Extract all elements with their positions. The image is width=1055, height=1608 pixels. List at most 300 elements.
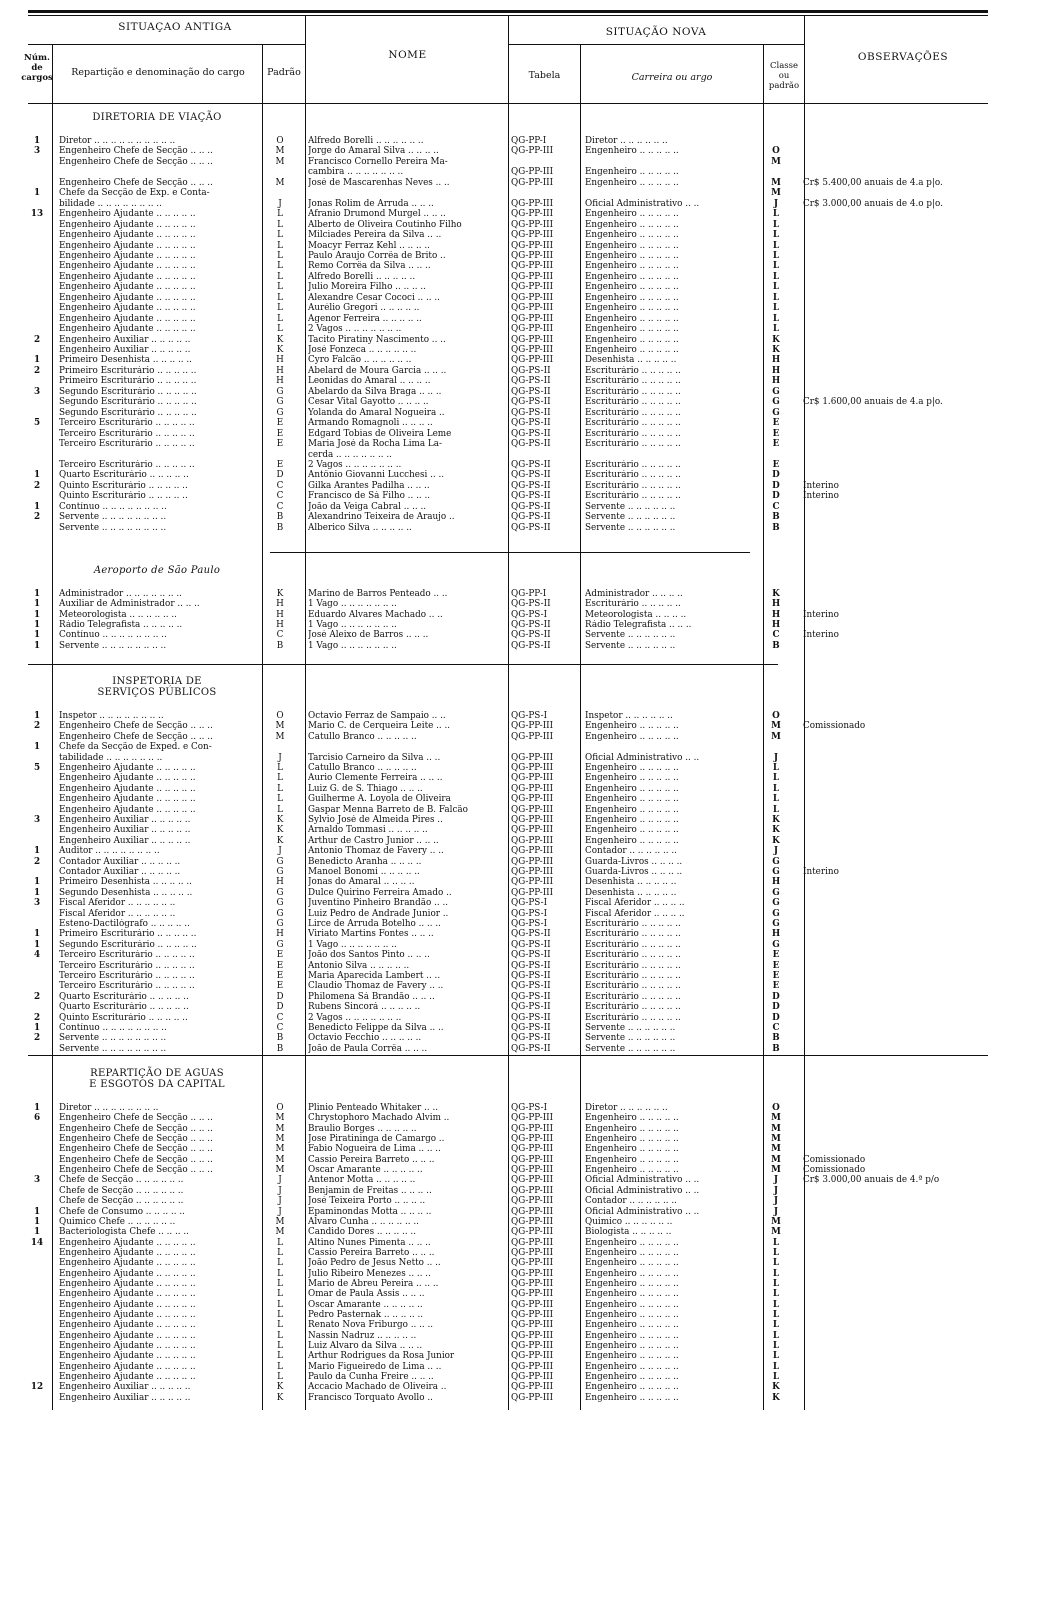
cell-tab: QG-PP-III	[511, 230, 554, 241]
cell-car: Servente .. .. .. .. .. ..	[585, 522, 676, 533]
cell-cls: M	[771, 1134, 781, 1145]
cell-tab: QG-PP-III	[511, 887, 554, 898]
cell-rep: Chefe de Secção .. .. .. .. .. ..	[59, 1175, 184, 1186]
cell-nome: Dulce Quirino Ferreira Amado ..	[308, 887, 452, 898]
cell-nome: Arthur de Castro Junior .. .. ..	[308, 835, 439, 846]
cell-car: Escriturário .. .. .. .. ..	[585, 418, 681, 429]
cell-pad: L	[277, 1299, 283, 1310]
cell-cls: D	[772, 1002, 780, 1013]
cell-pad: L	[277, 313, 283, 324]
table-row	[0, 1269, 1055, 1280]
cell-car: Engenheiro .. .. .. .. ..	[585, 209, 679, 220]
cell-rep: Engenheiro Auxiliar .. .. .. .. ..	[59, 345, 191, 355]
cell-car: Engenheiro .. .. .. .. ..	[585, 1144, 679, 1155]
cell-pad: L	[277, 324, 283, 335]
cell-num: 1	[33, 640, 41, 651]
cell-nome: cerda .. .. .. .. .. .. ..	[308, 449, 392, 460]
cell-car: Escriturário .. .. .. .. ..	[585, 981, 681, 992]
cell-cls: C	[772, 1023, 780, 1033]
cell-cls: M	[771, 1154, 781, 1165]
cell-nome: cambira .. .. .. .. .. .. ..	[308, 167, 404, 178]
cell-pad: L	[277, 1237, 283, 1248]
cell-pad: O	[276, 1103, 284, 1113]
cell-tab: QG-PS-II	[511, 619, 551, 630]
cell-tab: QG-PP-III	[511, 867, 554, 877]
cell-tab: QG-PP-III	[511, 773, 554, 784]
cell-car: Engenheiro .. .. .. .. ..	[585, 1113, 679, 1124]
cell-car: Engenheiro .. .. .. .. ..	[585, 721, 679, 732]
cell-num: 5	[33, 763, 41, 773]
cell-pad: J	[278, 846, 282, 857]
cell-car: Escriturário .. .. .. .. ..	[585, 459, 681, 470]
cell-rep: Engenheiro Chefe de Secção .. .. ..	[59, 1123, 213, 1134]
cell-pad: G	[276, 867, 284, 877]
table-row	[0, 1393, 1055, 1404]
cell-pad: G	[276, 386, 284, 397]
cell-car: Servente .. .. .. .. .. ..	[585, 640, 676, 651]
table-row	[0, 397, 1055, 408]
cell-cls: H	[771, 619, 781, 630]
cell-num: 1	[33, 887, 41, 898]
table-row	[0, 1248, 1055, 1259]
header-situacao-nova: SITUAÇÃO NOVA	[605, 26, 707, 38]
cell-cls: J	[773, 1175, 779, 1186]
cell-cls: L	[772, 783, 780, 794]
cell-cls: E	[772, 418, 780, 429]
cell-nome: Francisco de Sá Filho .. .. ..	[308, 491, 431, 502]
cell-tab: QG-PS-II	[511, 386, 551, 397]
table-row	[0, 1134, 1055, 1145]
cell-rep: Segundo Escriturário .. .. .. .. ..	[59, 407, 197, 418]
cell-pad: M	[275, 177, 285, 188]
cell-pad: B	[276, 512, 284, 523]
table-row	[0, 355, 1055, 366]
cell-rep: Engenheiro Ajudante .. .. .. .. ..	[59, 783, 196, 794]
cell-rep: Quinto Escriturário .. .. .. .. ..	[59, 491, 188, 502]
cell-car: Escriturário .. .. .. .. ..	[585, 960, 681, 971]
cell-tab: QG-PP-III	[511, 1320, 554, 1331]
cell-nome: Alfredo Borelli .. .. .. .. .. ..	[308, 136, 424, 146]
cell-num: 1	[33, 630, 41, 641]
cell-car: Diretor .. .. .. .. .. ..	[585, 136, 668, 146]
cell-car: Engenheiro .. .. .. .. ..	[585, 219, 679, 230]
cell-car: Escriturário .. .. .. .. ..	[585, 386, 681, 397]
cell-cls: M	[771, 731, 781, 742]
table-row	[0, 241, 1055, 252]
cell-cls: G	[772, 898, 780, 909]
cell-cls: E	[772, 971, 780, 981]
cell-pad: K	[276, 589, 284, 599]
cell-tab: QG-PS-II	[511, 981, 551, 992]
cell-tab: QG-PS-II	[511, 428, 551, 439]
table-row	[0, 1002, 1055, 1013]
cell-nome: Jonas Rolim de Arruda .. .. ..	[308, 198, 434, 209]
cell-tab: QG-PS-I	[511, 609, 548, 620]
table-row	[0, 408, 1055, 419]
cell-pad: L	[277, 773, 283, 784]
cell-tab: QG-PS-II	[511, 501, 551, 512]
cell-num: 1	[33, 599, 41, 610]
cell-rep: Engenheiro Ajudante .. .. .. .. ..	[59, 209, 196, 220]
cell-cls: J	[773, 1196, 779, 1207]
cell-tab: QG-PP-III	[511, 345, 554, 355]
cell-car: Engenheiro .. .. .. .. ..	[585, 1361, 679, 1372]
table-row	[0, 1103, 1055, 1114]
cell-num: 1	[33, 1023, 41, 1033]
cell-nome: Aurélio Gregori .. .. .. .. ..	[308, 303, 420, 314]
table-row	[0, 825, 1055, 836]
cell-pad: E	[276, 981, 284, 992]
cell-rep: Chefe de Secção .. .. .. .. .. ..	[59, 1185, 184, 1196]
table-row	[0, 981, 1055, 992]
cell-car: Engenheiro .. .. .. .. ..	[585, 835, 679, 846]
cell-nome: Braulio Borges .. .. .. .. ..	[308, 1123, 417, 1134]
table-row	[0, 794, 1055, 805]
cell-cls: L	[772, 773, 780, 784]
cell-nome: Abelardo da Silva Braga .. .. ..	[308, 386, 442, 397]
cell-rep: Engenheiro Auxiliar .. .. .. .. ..	[59, 334, 191, 345]
cell-rep: Quimico Chefe .. .. .. .. .. ..	[59, 1216, 176, 1227]
cell-tab: QG-PP-III	[511, 313, 554, 324]
cell-cls: M	[771, 1165, 781, 1176]
cell-nome: Tarcisio Carneiro da Silva .. ..	[308, 752, 441, 763]
cell-pad: M	[275, 1216, 285, 1227]
cell-rep: Engenheiro Chefe de Secção .. .. ..	[59, 156, 213, 167]
cell-cls: G	[772, 908, 780, 919]
table-row	[0, 1227, 1055, 1238]
cell-pad: C	[276, 1023, 284, 1033]
cell-pad: B	[276, 640, 284, 651]
cell-rep: Servente .. .. .. .. .. .. .. ..	[59, 1043, 167, 1054]
cell-rep: Engenheiro Ajudante .. .. .. .. ..	[59, 250, 196, 261]
cell-nome: Alexandrino Teixeira de Araujo ..	[308, 512, 455, 523]
cell-car: Engenheiro .. .. .. .. ..	[585, 1268, 679, 1279]
cell-tab: QG-PS-I	[511, 919, 548, 929]
cell-cls: D	[772, 491, 780, 502]
table-row	[0, 1144, 1055, 1155]
table-row	[0, 418, 1055, 429]
cell-rep: Engenheiro Ajudante .. .. .. .. ..	[59, 1278, 196, 1289]
cell-nome: Viriato Martins Fontes .. .. ..	[308, 929, 434, 940]
cell-car: Biologista .. .. .. .. ..	[585, 1227, 672, 1238]
cell-pad: H	[276, 929, 284, 940]
cell-pad: M	[275, 146, 285, 157]
cell-cls: B	[772, 1033, 780, 1044]
cell-cls: G	[772, 397, 780, 408]
cell-cls: E	[772, 960, 780, 971]
cell-pad: E	[276, 459, 284, 470]
cell-pad: M	[275, 731, 285, 742]
section-title: INSPETORIA DE	[112, 676, 202, 687]
cell-nome: Philomena Sá Brandão .. .. ..	[308, 991, 435, 1002]
cell-pad: H	[276, 599, 284, 610]
cell-pad: L	[277, 1330, 283, 1341]
cell-cls: L	[772, 1351, 780, 1362]
cell-tab: QG-PP-III	[511, 292, 554, 303]
table-row	[0, 1341, 1055, 1352]
cell-car: Escriturário .. .. .. .. ..	[585, 365, 681, 376]
cell-cls: M	[771, 188, 781, 199]
cell-num: 1	[33, 711, 41, 721]
cell-cls: L	[772, 230, 780, 241]
cell-pad: G	[276, 908, 284, 919]
cell-cls: H	[771, 929, 781, 940]
cell-tab: QG-PS-II	[511, 929, 551, 940]
cell-tab: QG-PS-II	[511, 439, 551, 450]
cell-pad: L	[277, 261, 283, 272]
cell-pad: L	[277, 1278, 283, 1289]
cell-car: Escriturário .. .. .. .. ..	[585, 376, 681, 387]
cell-nome: Alvaro Cunha .. .. .. .. .. ..	[308, 1216, 419, 1227]
cell-tab: QG-PP-III	[511, 1216, 554, 1227]
header-classe-3: padrão	[768, 81, 800, 91]
cell-tab: QG-PP-III	[511, 209, 554, 220]
cell-rep: Engenheiro Ajudante .. .. .. .. ..	[59, 1320, 196, 1331]
table-row	[0, 167, 1055, 178]
cell-pad: K	[276, 334, 284, 345]
cell-pad: L	[277, 1247, 283, 1258]
cell-tab: QG-PP-III	[511, 240, 554, 251]
cell-car: Servente .. .. .. .. .. ..	[585, 1043, 676, 1054]
cell-car: Engenheiro .. .. .. .. ..	[585, 177, 679, 188]
cell-nome: Mario de Abreu Pereira .. .. ..	[308, 1278, 439, 1289]
cell-rep: Primeiro Escriturário .. .. .. .. ..	[59, 365, 197, 376]
cell-cls: K	[772, 815, 780, 825]
table-row	[0, 282, 1055, 293]
cell-num: 1	[33, 1206, 41, 1217]
cell-cls: L	[772, 209, 780, 220]
table-row	[0, 1044, 1055, 1055]
table-row	[0, 1033, 1055, 1044]
cell-tab: QG-PP-III	[511, 250, 554, 261]
table-row	[0, 303, 1055, 314]
cell-cls: J	[773, 846, 779, 857]
cell-num: 1	[33, 939, 41, 950]
table-row	[0, 450, 1055, 461]
cell-obs: Interino	[803, 630, 839, 641]
cell-nome: Remo Corrêa da Silva .. .. ..	[308, 261, 431, 272]
section-title: REPARTIÇÃO DE AGUAS	[90, 1068, 224, 1079]
cell-num: 14	[30, 1237, 44, 1248]
cell-pad: L	[277, 1258, 283, 1269]
cell-cls: E	[772, 459, 780, 470]
cell-tab: QG-PP-III	[511, 1237, 554, 1248]
cell-cls: M	[771, 177, 781, 188]
cell-num: 3	[33, 146, 41, 157]
cell-tab: QG-PP-III	[511, 1185, 554, 1196]
table-row	[0, 857, 1055, 868]
cell-rep: Engenheiro Chefe de Secção .. .. ..	[59, 1165, 213, 1176]
cell-obs: Comissionado	[803, 721, 866, 732]
cell-nome: Jorge do Amaral Silva .. .. .. ..	[308, 146, 439, 157]
cell-car: Escriturário .. .. .. .. ..	[585, 939, 681, 950]
cell-cls: O	[772, 711, 780, 721]
cell-num: 1	[33, 136, 41, 146]
cell-rep: Engenheiro Ajudante .. .. .. .. ..	[59, 1310, 196, 1320]
cell-car: Engenheiro .. .. .. .. ..	[585, 794, 679, 805]
cell-cls: L	[772, 1258, 780, 1269]
cell-rep: Engenheiro Ajudante .. .. .. .. ..	[59, 1299, 196, 1310]
cell-pad: K	[276, 825, 284, 836]
cell-tab: QG-PS-II	[511, 459, 551, 470]
table-row	[0, 940, 1055, 951]
cell-rep: Esteno-Dactilógrafo .. .. .. .. ..	[59, 919, 190, 929]
cell-nome: Maria Aparecida Lambert .. ..	[308, 971, 441, 981]
cell-nome: Altino Nunes Pimenta .. .. ..	[308, 1237, 431, 1248]
cell-tab: QG-PS-II	[511, 512, 551, 523]
cell-rep: Terceiro Escriturário .. .. .. .. ..	[59, 981, 195, 992]
table-row	[0, 836, 1055, 847]
cell-car: Engenheiro .. .. .. .. ..	[585, 1299, 679, 1310]
cell-tab: QG-PP-III	[511, 1247, 554, 1258]
cell-nome: Benedicto Aranha .. .. .. ..	[308, 856, 422, 867]
cell-rep: Engenheiro Ajudante .. .. .. .. ..	[59, 1351, 196, 1362]
cell-pad: L	[277, 783, 283, 794]
table-row	[0, 846, 1055, 857]
cell-nome: João de Paula Corrêa .. .. ..	[308, 1043, 428, 1054]
cell-car: Engenheiro .. .. .. .. ..	[585, 1341, 679, 1352]
cell-rep: Segundo Desenhista .. .. .. .. ..	[59, 887, 193, 898]
cell-pad: D	[276, 1002, 284, 1013]
table-row	[0, 909, 1055, 920]
table-row	[0, 1207, 1055, 1218]
cell-nome: Milciades Pereira da Silva .. ..	[308, 230, 442, 241]
cell-num: 1	[33, 742, 41, 753]
cell-tab: QG-PS-I	[511, 898, 548, 909]
table-row	[0, 1124, 1055, 1135]
cell-car: Engenheiro .. .. .. .. ..	[585, 313, 679, 324]
cell-rep: Quarto Escriturário .. .. .. .. ..	[59, 470, 189, 481]
cell-nome: Oscar Amarante .. .. .. .. ..	[308, 1165, 423, 1176]
cell-nome: Nassin Nadruz .. .. .. .. ..	[308, 1330, 417, 1341]
cell-car: Engenheiro .. .. .. .. ..	[585, 804, 679, 815]
cell-nome: João da Veiga Cabral .. .. ..	[308, 501, 427, 512]
cell-nome: João Pedro de Jesus Netto .. ..	[308, 1258, 441, 1269]
cell-cls: M	[771, 1227, 781, 1238]
cell-tab: QG-PP-III	[511, 783, 554, 794]
cell-car: Engenheiro .. .. .. .. ..	[585, 815, 679, 825]
header-nome: NOME	[388, 49, 427, 61]
cell-cls: L	[772, 324, 780, 335]
cell-pad: G	[276, 856, 284, 867]
table-row	[0, 230, 1055, 241]
cell-cls: K	[772, 1392, 780, 1403]
cell-tab: QG-PP-III	[511, 815, 554, 825]
cell-nome: Antônio Giovanni Lucchesi .. ..	[308, 470, 445, 481]
cell-tab: QG-PP-III	[511, 1268, 554, 1279]
cell-cls: L	[772, 261, 780, 272]
cell-pad: G	[276, 919, 284, 929]
table-row	[0, 898, 1055, 909]
cell-pad: L	[277, 292, 283, 303]
cell-nome: Manoel Bonomi .. .. .. .. ..	[308, 867, 420, 877]
table-row	[0, 929, 1055, 940]
table-row	[0, 429, 1055, 440]
cell-car: Guarda-Livros .. .. .. ..	[585, 856, 683, 867]
cell-rep: bilidade .. .. .. .. .. .. .. ..	[59, 198, 162, 209]
cell-tab: QG-PS-I	[511, 711, 548, 721]
header-carreira: Carreira ou argo	[631, 72, 713, 83]
table-row	[0, 1175, 1055, 1186]
cell-cls: E	[772, 428, 780, 439]
cell-rep: Contador Auxiliar .. .. .. .. ..	[59, 867, 181, 877]
cell-cls: L	[772, 1330, 780, 1341]
cell-cls: G	[772, 887, 780, 898]
cell-car: Servente .. .. .. .. .. ..	[585, 501, 676, 512]
cell-car: Engenheiro .. .. .. .. ..	[585, 783, 679, 794]
cell-pad: L	[277, 1351, 283, 1362]
cell-pad: K	[276, 345, 284, 355]
cell-num: 2	[33, 721, 41, 732]
cell-nome: Arthur Rodrigues da Rosa Junior	[308, 1351, 455, 1362]
cell-cls: L	[772, 1237, 780, 1248]
cell-nome: Aurio Clemente Ferreira .. .. ..	[308, 773, 443, 784]
cell-car: Engenheiro .. .. .. .. ..	[585, 345, 679, 355]
cell-tab: QG-PS-II	[511, 407, 551, 418]
cell-nome: Oscar Amarante .. .. .. .. ..	[308, 1299, 423, 1310]
cell-car: Escriturário .. .. .. .. ..	[585, 407, 681, 418]
cell-cls: G	[772, 939, 780, 950]
cell-nome: Agenor Ferreira .. .. .. .. ..	[308, 313, 422, 324]
cell-tab: QG-PP-III	[511, 752, 554, 763]
table-row	[0, 491, 1055, 502]
cell-rep: Engenheiro Auxiliar .. .. .. .. ..	[59, 825, 191, 836]
cell-car: Contador .. .. .. .. .. ..	[585, 846, 677, 857]
cell-nome: Cyro Falcão .. .. .. .. .. ..	[308, 355, 412, 366]
cell-cls: K	[772, 334, 780, 345]
cell-rep: Engenheiro Auxiliar .. .. .. .. ..	[59, 835, 191, 846]
cell-tab: QG-PP-III	[511, 825, 554, 836]
cell-rep: Terceiro Escriturário .. .. .. .. ..	[59, 971, 195, 981]
cell-num: 2	[33, 991, 41, 1002]
table-row	[0, 961, 1055, 972]
cell-pad: B	[276, 522, 284, 533]
cell-car: Fiscal Aferidor .. .. .. ..	[585, 898, 685, 909]
cell-tab: QG-PP-III	[511, 177, 554, 188]
cell-nome: Mario Figueiredo de Lima .. ..	[308, 1361, 442, 1372]
table-row	[0, 251, 1055, 262]
header-classe-1: Classe	[769, 61, 799, 71]
table-row	[0, 136, 1055, 147]
table-row	[0, 293, 1055, 304]
cell-pad: H	[276, 355, 284, 366]
table-row	[0, 502, 1055, 513]
cell-nome: Juventino Pinheiro Brandão .. ..	[308, 898, 449, 909]
cell-car: Engenheiro .. .. .. .. ..	[585, 303, 679, 314]
cell-rep: Quinto Escriturário .. .. .. .. ..	[59, 1012, 188, 1023]
cell-pad: C	[276, 480, 284, 491]
header-num-cargos-1: Núm.	[24, 53, 50, 63]
cell-car: Diretor .. .. .. .. .. ..	[585, 1103, 668, 1113]
cell-tab: QG-PP-III	[511, 731, 554, 742]
cell-tab: QG-PP-III	[511, 1144, 554, 1155]
cell-nome: Alberico Silva .. .. .. .. ..	[308, 522, 412, 533]
cell-cls: G	[772, 407, 780, 418]
cell-tab: QG-PP-III	[511, 1330, 554, 1341]
cell-tab: QG-PS-II	[511, 376, 551, 387]
cell-rep: Engenheiro Chefe de Secção .. .. ..	[59, 1144, 213, 1155]
cell-rep: Engenheiro Auxiliar .. .. .. .. ..	[59, 815, 191, 825]
cell-tab: QG-PS-II	[511, 599, 551, 610]
cell-tab: QG-PP-III	[511, 355, 554, 366]
cell-car: Engenheiro .. .. .. .. ..	[585, 282, 679, 293]
cell-nome: Candido Dores .. .. .. .. ..	[308, 1227, 417, 1238]
cell-pad: C	[276, 630, 284, 641]
cell-cls: J	[773, 198, 779, 209]
cell-tab: QG-PP-III	[511, 1382, 554, 1393]
cell-nome: Antenor Motta .. .. .. .. ..	[308, 1175, 416, 1186]
cell-tab: QG-PP-III	[511, 1165, 554, 1176]
